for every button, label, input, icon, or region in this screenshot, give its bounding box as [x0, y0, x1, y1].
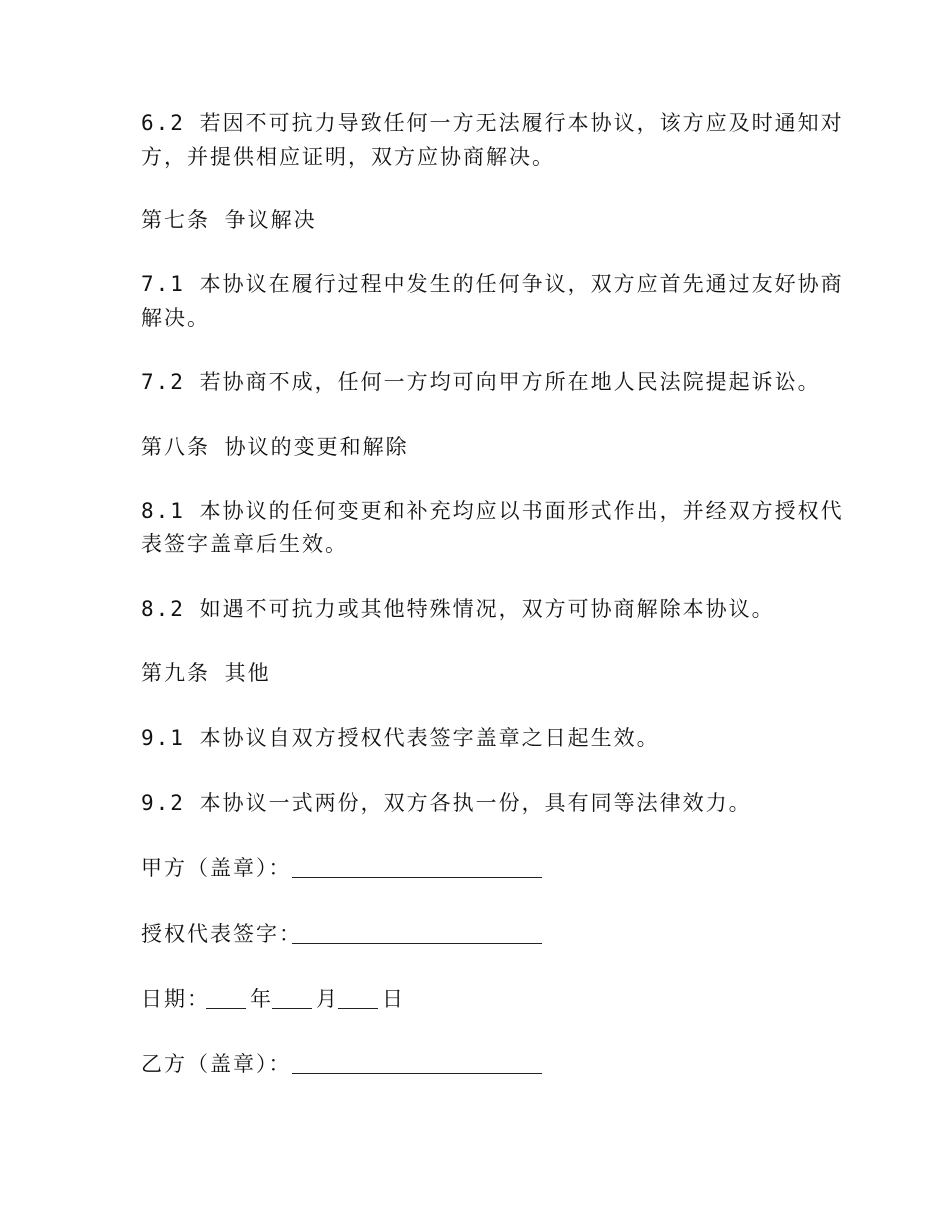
- party-a-seal-label: 甲方（盖章）：: [141, 856, 292, 880]
- authorized-rep-signature-label: 授权代表签字：: [141, 922, 302, 946]
- clause-7-1-line-2: 解决。: [141, 306, 210, 330]
- date-month-char: 月: [316, 987, 339, 1011]
- article-8-heading: 第八条 协议的变更和解除: [141, 435, 409, 459]
- date-year-char: 年: [250, 987, 273, 1011]
- article-7-heading: 第七条 争议解决: [141, 208, 317, 232]
- clause-9-1: 9.1 本协议自双方授权代表签字盖章之日起生效。: [141, 726, 660, 750]
- date-month-blank[interactable]: [272, 1008, 312, 1009]
- date-year-blank[interactable]: [206, 1008, 246, 1009]
- clause-8-1-line-1: 8.1 本协议的任何变更和补充均应以书面形式作出，并经双方授权代: [141, 499, 844, 523]
- clause-6-2-line-2: 方，并提供相应证明，双方应协商解决。: [141, 145, 555, 169]
- date-day-char: 日: [382, 987, 405, 1011]
- clause-7-1-line-1: 7.1 本协议在履行过程中发生的任何争议，双方应首先通过友好协商: [141, 272, 844, 296]
- party-b-seal-blank[interactable]: [292, 1073, 542, 1074]
- party-b-seal-label: 乙方（盖章）：: [141, 1052, 292, 1076]
- clause-7-2: 7.2 若协商不成，任何一方均可向甲方所在地人民法院提起诉讼。: [141, 370, 821, 394]
- clause-8-2: 8.2 如遇不可抗力或其他特殊情况，双方可协商解除本协议。: [141, 597, 775, 621]
- clause-9-2: 9.2 本协议一式两份，双方各执一份，具有同等法律效力。: [141, 791, 752, 815]
- article-9-heading: 第九条 其他: [141, 661, 271, 685]
- authorized-rep-signature-blank[interactable]: [292, 943, 542, 944]
- date-day-blank[interactable]: [338, 1008, 378, 1009]
- clause-6-2-line-1: 6.2 若因不可抗力导致任何一方无法履行本协议，该方应及时通知对: [141, 111, 844, 135]
- clause-8-1-line-2: 表签字盖章后生效。: [141, 532, 348, 556]
- date-label: 日期：: [141, 987, 210, 1011]
- party-a-seal-blank[interactable]: [292, 877, 542, 878]
